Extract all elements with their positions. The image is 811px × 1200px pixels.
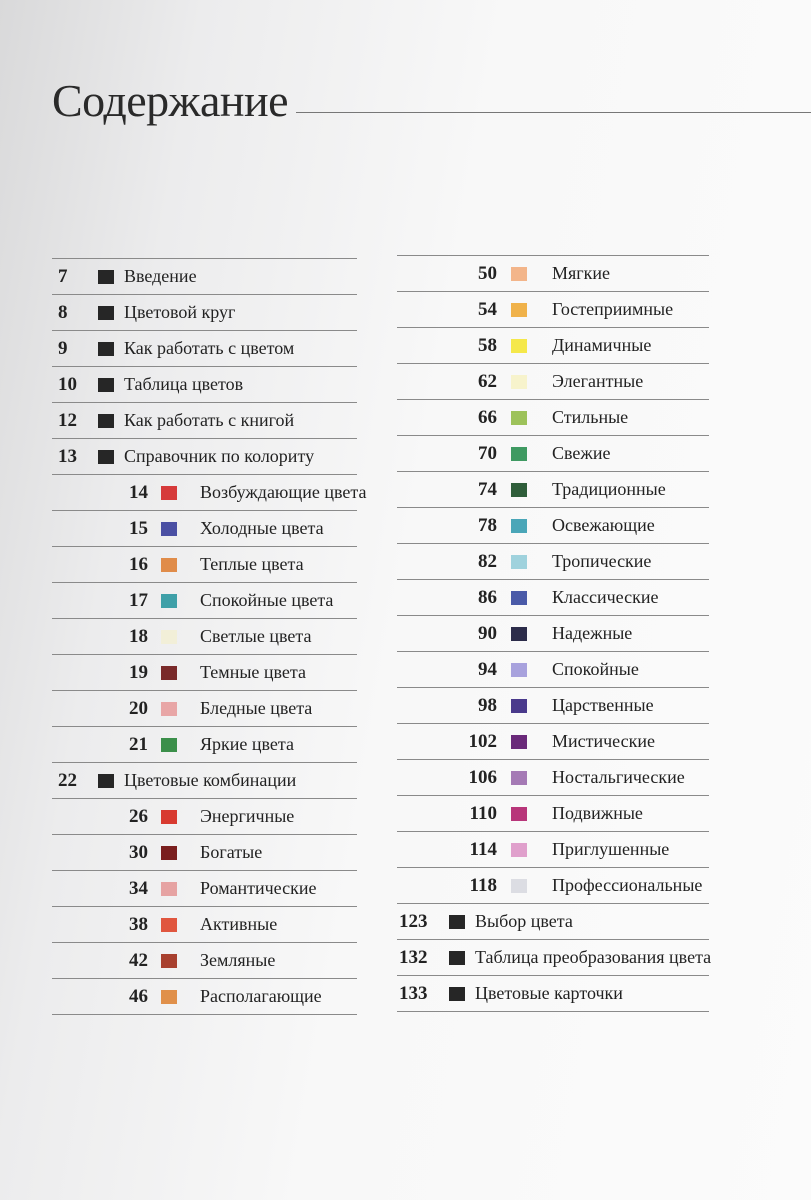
toc-page-number: 46: [129, 986, 148, 1007]
toc-entry-label: Классические: [552, 587, 659, 607]
toc-entry[interactable]: [52, 654, 357, 690]
toc-page-number: 21: [129, 734, 148, 755]
color-swatch: [511, 339, 527, 353]
toc-entry-label: Цветовые комбинации: [124, 770, 297, 790]
toc-page-number: 62: [478, 371, 497, 392]
color-swatch: [98, 342, 114, 356]
toc-entry[interactable]: [52, 978, 357, 1015]
toc-entry[interactable]: [397, 687, 709, 723]
toc-entry[interactable]: [397, 867, 709, 903]
color-swatch: [161, 702, 177, 716]
color-swatch: [511, 267, 527, 281]
toc-entry[interactable]: [397, 759, 709, 795]
toc-page-number: 132: [399, 947, 428, 968]
toc-entry-label: Царственные: [552, 695, 654, 715]
toc-entry-label: Таблица преобразования цвета: [475, 947, 712, 967]
toc-entry[interactable]: [397, 795, 709, 831]
toc-entry[interactable]: [52, 906, 357, 942]
color-swatch: [98, 378, 114, 392]
toc-entry[interactable]: [397, 507, 709, 543]
color-swatch: [161, 918, 177, 932]
color-swatch: [511, 699, 527, 713]
toc-entry[interactable]: [52, 870, 357, 906]
toc-entry-label: Как работать с книгой: [124, 410, 295, 430]
toc-entry[interactable]: [52, 834, 357, 870]
toc-page-number: 74: [478, 479, 497, 500]
toc-entry-label: Свежие: [552, 443, 611, 463]
toc-entry-label: Теплые цвета: [200, 554, 304, 574]
toc-entry[interactable]: [397, 399, 709, 435]
toc-entry-label: Романтические: [200, 878, 317, 898]
toc-page-number: 15: [129, 518, 148, 539]
toc-entry-label: Темные цвета: [200, 662, 306, 682]
color-swatch: [98, 414, 114, 428]
color-swatch: [511, 555, 527, 569]
toc-left-column: [52, 258, 367, 1015]
color-swatch: [511, 663, 527, 677]
color-swatch: [511, 843, 527, 857]
color-swatch: [161, 846, 177, 860]
color-swatch: [98, 774, 114, 788]
color-swatch: [161, 594, 177, 608]
toc-page-number: 22: [58, 770, 77, 791]
color-swatch: [511, 627, 527, 641]
color-swatch: [511, 411, 527, 425]
toc-page-number: 50: [478, 263, 497, 284]
toc-page-number: 114: [469, 839, 497, 860]
toc-page-number: 42: [129, 950, 148, 971]
toc-entry-label: Элегантные: [552, 371, 644, 391]
toc-entry[interactable]: [52, 798, 357, 834]
toc-entry-label: Приглушенные: [552, 839, 670, 859]
toc-page-number: 86: [478, 587, 497, 608]
toc-entry-label: Ностальгические: [552, 767, 685, 787]
toc-entry[interactable]: [397, 471, 709, 507]
color-swatch: [161, 666, 177, 680]
toc-entry[interactable]: [52, 546, 357, 582]
toc-entry-label: Освежающие: [552, 515, 655, 535]
toc-entry[interactable]: [52, 294, 357, 330]
color-swatch: [161, 558, 177, 572]
toc-entry[interactable]: [397, 363, 709, 399]
toc-page-number: 16: [129, 554, 148, 575]
toc-page-number: 10: [58, 374, 77, 395]
toc-entry-label: Мистические: [552, 731, 655, 751]
color-swatch: [511, 519, 527, 533]
toc-entry[interactable]: [52, 438, 357, 474]
toc-entry-label: Выбор цвета: [475, 911, 573, 931]
toc-entry-label: Спокойные цвета: [200, 590, 334, 610]
toc-entry-label: Подвижные: [552, 803, 643, 823]
color-swatch: [161, 738, 177, 752]
toc-right-column: [397, 255, 712, 1012]
toc-page-number: 54: [478, 299, 497, 320]
title-rule: [296, 112, 811, 113]
toc-entry-label: Динамичные: [552, 335, 652, 355]
toc-entry[interactable]: [397, 255, 709, 291]
toc-entry[interactable]: [52, 402, 357, 438]
color-swatch: [161, 882, 177, 896]
toc-page-number: 30: [129, 842, 148, 863]
toc-page-number: 106: [468, 767, 497, 788]
toc-entry-label: Располагающие: [200, 986, 322, 1006]
toc-page-number: 133: [399, 983, 428, 1004]
toc-entry[interactable]: [52, 942, 357, 978]
toc-entry-label: Надежные: [552, 623, 633, 643]
color-swatch: [98, 450, 114, 464]
toc-entry[interactable]: [52, 366, 357, 402]
toc-page-number: 82: [478, 551, 497, 572]
toc-page-number: 78: [478, 515, 497, 536]
toc-page-number: 90: [478, 623, 497, 644]
toc-page-number: 118: [469, 875, 497, 896]
color-swatch: [511, 375, 527, 389]
toc-entry-label: Цветовой круг: [124, 302, 236, 322]
toc-entry-label: Традиционные: [552, 479, 666, 499]
toc-entry[interactable]: [52, 726, 357, 762]
toc-entry-label: Гостеприимные: [552, 299, 674, 319]
toc-entry-label: Активные: [200, 914, 278, 934]
toc-page-number: 9: [58, 338, 68, 359]
toc-entry[interactable]: [52, 690, 357, 726]
toc-page-number: 70: [478, 443, 497, 464]
toc-page-number: 14: [129, 482, 148, 503]
color-swatch: [511, 879, 527, 893]
toc-entry-label: Справочник по колориту: [124, 446, 315, 466]
toc-entry-label: Мягкие: [552, 263, 611, 283]
toc-page-number: 12: [58, 410, 77, 431]
toc-entry[interactable]: [397, 939, 712, 975]
toc-entry-label: Стильные: [552, 407, 629, 427]
toc-entry[interactable]: [52, 258, 357, 294]
toc-entry-label: Профессиональные: [552, 875, 703, 895]
toc-page-number: 66: [478, 407, 497, 428]
color-swatch: [161, 954, 177, 968]
color-swatch: [161, 630, 177, 644]
toc-page-number: 58: [478, 335, 497, 356]
toc-page-number: 7: [58, 266, 68, 287]
toc-page-number: 20: [129, 698, 148, 719]
toc-entry[interactable]: [397, 651, 709, 687]
toc-entry[interactable]: [397, 615, 709, 651]
color-swatch: [161, 810, 177, 824]
color-swatch: [511, 483, 527, 497]
color-swatch: [511, 591, 527, 605]
toc-entry-label: Богатые: [200, 842, 263, 862]
toc-entry-label: Возбуждающие цвета: [200, 482, 367, 502]
toc-entry-label: Холодные цвета: [200, 518, 324, 538]
toc-entry[interactable]: [397, 723, 709, 759]
toc-page-number: 17: [129, 590, 148, 611]
toc-entry[interactable]: [52, 762, 357, 798]
toc-entry[interactable]: [397, 543, 709, 579]
color-swatch: [161, 522, 177, 536]
toc-entry-label: Яркие цвета: [200, 734, 294, 754]
toc-entry[interactable]: [397, 831, 709, 867]
toc-entry-label: Цветовые карточки: [475, 983, 623, 1003]
color-swatch: [161, 486, 177, 500]
toc-entry[interactable]: [397, 291, 709, 327]
toc-page-number: 102: [468, 731, 497, 752]
toc-entry[interactable]: [52, 618, 357, 654]
color-swatch: [449, 951, 465, 965]
toc-entry-label: Бледные цвета: [200, 698, 313, 718]
toc-entry[interactable]: [397, 579, 709, 615]
toc-page-number: 13: [58, 446, 77, 467]
toc-entry[interactable]: [52, 330, 357, 366]
toc-entry-label: Спокойные: [552, 659, 639, 679]
toc-entry-label: Энергичные: [200, 806, 295, 826]
color-swatch: [161, 990, 177, 1004]
color-swatch: [511, 771, 527, 785]
toc-entry-label: Тропические: [552, 551, 652, 571]
toc-page-number: 123: [399, 911, 428, 932]
color-swatch: [511, 735, 527, 749]
color-swatch: [449, 915, 465, 929]
toc-page-number: 94: [478, 659, 497, 680]
color-swatch: [98, 306, 114, 320]
toc-entry[interactable]: [52, 510, 357, 546]
color-swatch: [449, 987, 465, 1001]
toc-page-number: 8: [58, 302, 68, 323]
toc-page-number: 19: [129, 662, 148, 683]
toc-entry[interactable]: [397, 903, 709, 939]
toc-page-number: 26: [129, 806, 148, 827]
toc-page-number: 98: [478, 695, 497, 716]
page-title: Содержание: [52, 75, 289, 126]
toc-page-number: 110: [469, 803, 497, 824]
toc-entry[interactable]: [397, 975, 709, 1012]
toc-entry[interactable]: [397, 327, 709, 363]
toc-entry[interactable]: [52, 582, 357, 618]
color-swatch: [511, 447, 527, 461]
color-swatch: [511, 807, 527, 821]
toc-entry-label: Как работать с цветом: [124, 338, 295, 358]
toc-entry-label: Светлые цвета: [200, 626, 312, 646]
color-swatch: [511, 303, 527, 317]
toc-entry-label: Введение: [124, 266, 197, 286]
toc-entry-label: Таблица цветов: [124, 374, 244, 394]
toc-entry[interactable]: [52, 474, 367, 510]
toc-page-number: 34: [129, 878, 148, 899]
toc-entry-label: Земляные: [200, 950, 276, 970]
toc-page-number: 18: [129, 626, 148, 647]
color-swatch: [98, 270, 114, 284]
toc-entry[interactable]: [397, 435, 709, 471]
toc-page-number: 38: [129, 914, 148, 935]
